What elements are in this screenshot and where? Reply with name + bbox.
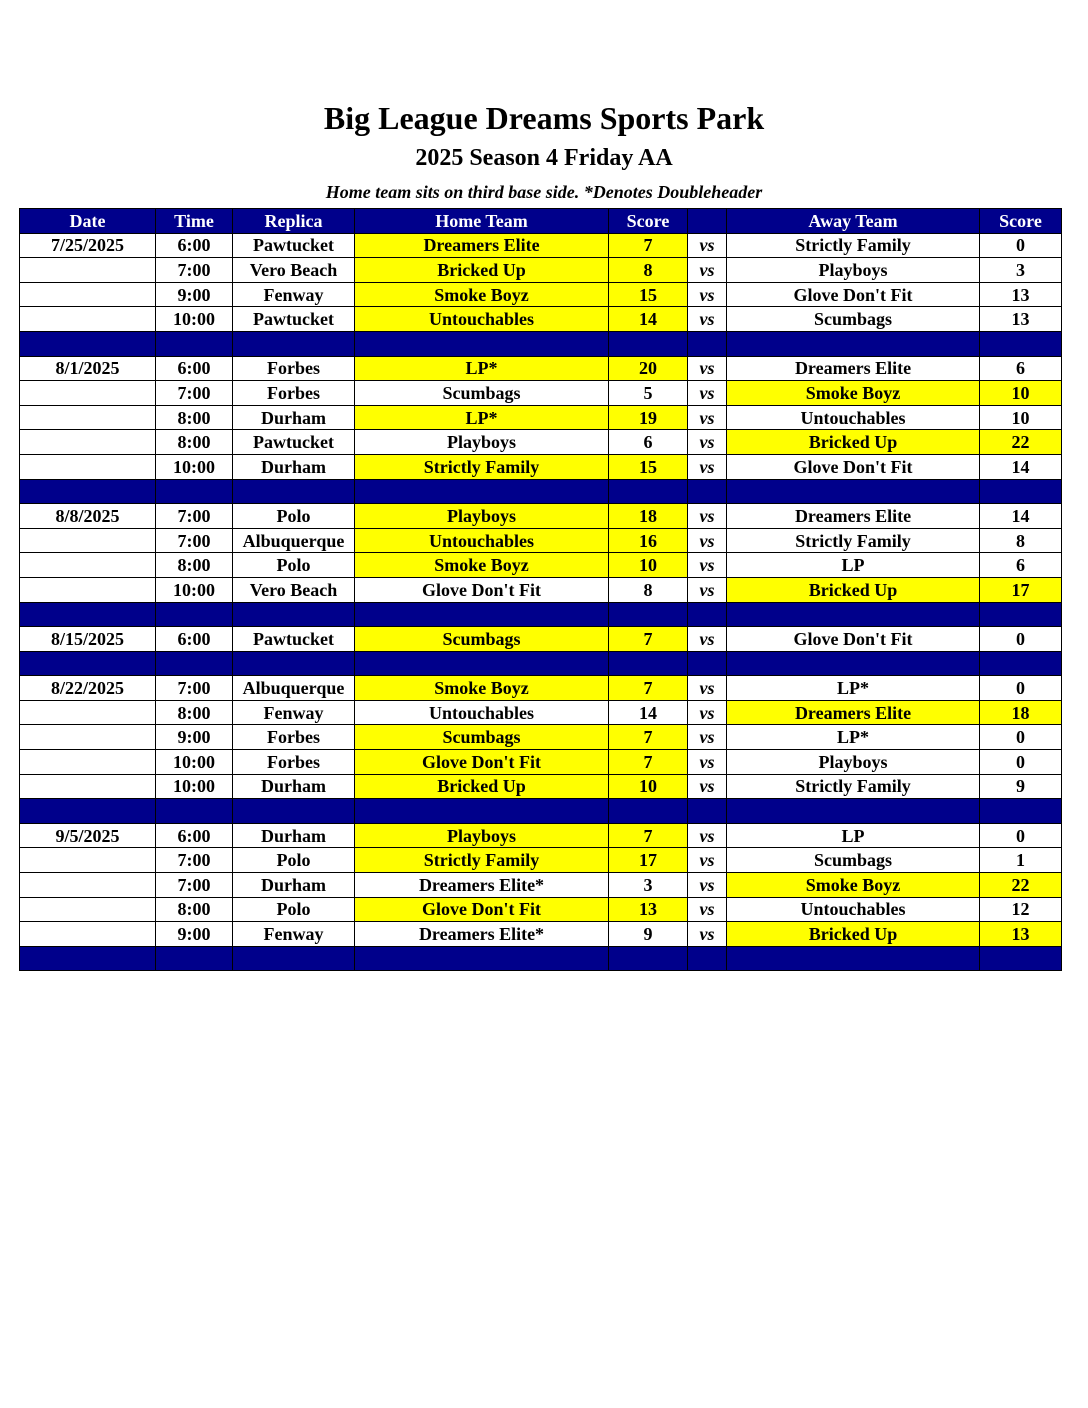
away-score: 6 xyxy=(980,553,1062,578)
home-score: 7 xyxy=(609,627,688,652)
game-replica: Pawtucket xyxy=(233,233,355,258)
game-replica: Durham xyxy=(233,873,355,898)
home-team: Smoke Boyz xyxy=(355,676,609,701)
game-date xyxy=(20,553,156,578)
col-header-time: Time xyxy=(156,209,233,234)
separator-cell xyxy=(980,602,1062,627)
week-separator-row xyxy=(20,479,1062,504)
away-score: 12 xyxy=(980,897,1062,922)
game-date: 7/25/2025 xyxy=(20,233,156,258)
separator-cell xyxy=(980,946,1062,971)
home-team: Playboys xyxy=(355,823,609,848)
separator-cell xyxy=(355,946,609,971)
game-date xyxy=(20,897,156,922)
home-score: 7 xyxy=(609,725,688,750)
separator-cell xyxy=(688,651,727,676)
col-header-date: Date xyxy=(20,209,156,234)
away-score: 0 xyxy=(980,627,1062,652)
schedule-body xyxy=(20,233,1062,971)
game-time: 7:00 xyxy=(156,676,233,701)
table-row xyxy=(20,676,1062,701)
table-row xyxy=(20,528,1062,553)
separator-cell xyxy=(980,799,1062,824)
separator-cell xyxy=(609,602,688,627)
home-score: 8 xyxy=(609,577,688,602)
table-row xyxy=(20,700,1062,725)
separator-cell xyxy=(609,331,688,356)
away-team: LP* xyxy=(727,676,980,701)
col-header-away-score: Score xyxy=(980,209,1062,234)
separator-cell xyxy=(688,602,727,627)
away-score: 13 xyxy=(980,282,1062,307)
vs-label: vs xyxy=(688,307,727,332)
table-row xyxy=(20,725,1062,750)
vs-label: vs xyxy=(688,627,727,652)
game-replica: Pawtucket xyxy=(233,430,355,455)
table-row xyxy=(20,405,1062,430)
col-header-vs xyxy=(688,209,727,234)
table-row xyxy=(20,504,1062,529)
home-score: 8 xyxy=(609,258,688,283)
game-date: 8/8/2025 xyxy=(20,504,156,529)
game-replica: Polo xyxy=(233,504,355,529)
game-date xyxy=(20,381,156,406)
home-team: Untouchables xyxy=(355,307,609,332)
separator-cell xyxy=(20,331,156,356)
vs-label: vs xyxy=(688,676,727,701)
home-team: Bricked Up xyxy=(355,774,609,799)
separator-cell xyxy=(980,479,1062,504)
separator-cell xyxy=(609,651,688,676)
game-replica: Durham xyxy=(233,823,355,848)
home-score: 3 xyxy=(609,873,688,898)
away-team: Scumbags xyxy=(727,307,980,332)
away-team: Glove Don't Fit xyxy=(727,454,980,479)
table-row xyxy=(20,848,1062,873)
table-row xyxy=(20,750,1062,775)
week-separator-row xyxy=(20,799,1062,824)
home-team: Strictly Family xyxy=(355,848,609,873)
home-score: 15 xyxy=(609,454,688,479)
separator-cell xyxy=(727,479,980,504)
separator-cell xyxy=(20,479,156,504)
table-header-row xyxy=(20,209,1062,234)
away-score: 18 xyxy=(980,700,1062,725)
separator-cell xyxy=(20,651,156,676)
away-score: 17 xyxy=(980,577,1062,602)
separator-cell xyxy=(233,602,355,627)
game-date: 8/1/2025 xyxy=(20,356,156,381)
separator-cell xyxy=(355,331,609,356)
game-replica: Forbes xyxy=(233,356,355,381)
game-time: 8:00 xyxy=(156,430,233,455)
game-replica: Forbes xyxy=(233,750,355,775)
vs-label: vs xyxy=(688,553,727,578)
home-score: 15 xyxy=(609,282,688,307)
home-score: 13 xyxy=(609,897,688,922)
away-score: 22 xyxy=(980,873,1062,898)
separator-cell xyxy=(727,331,980,356)
game-replica: Fenway xyxy=(233,700,355,725)
home-team: Playboys xyxy=(355,430,609,455)
game-replica: Polo xyxy=(233,553,355,578)
separator-cell xyxy=(156,946,233,971)
away-team: Strictly Family xyxy=(727,528,980,553)
game-time: 10:00 xyxy=(156,454,233,479)
game-time: 6:00 xyxy=(156,823,233,848)
vs-label: vs xyxy=(688,750,727,775)
game-time: 6:00 xyxy=(156,233,233,258)
vs-label: vs xyxy=(688,873,727,898)
home-score: 7 xyxy=(609,750,688,775)
separator-cell xyxy=(156,651,233,676)
game-replica: Durham xyxy=(233,774,355,799)
away-team: Playboys xyxy=(727,258,980,283)
vs-label: vs xyxy=(688,577,727,602)
vs-label: vs xyxy=(688,282,727,307)
game-replica: Forbes xyxy=(233,725,355,750)
home-team: LP* xyxy=(355,405,609,430)
game-time: 10:00 xyxy=(156,774,233,799)
table-row xyxy=(20,873,1062,898)
schedule-note: Home team sits on third base side. *Denotes Doubleheader xyxy=(325,182,763,202)
separator-cell xyxy=(688,331,727,356)
game-time: 7:00 xyxy=(156,873,233,898)
game-replica: Forbes xyxy=(233,381,355,406)
vs-label: vs xyxy=(688,233,727,258)
home-team: Dreamers Elite* xyxy=(355,922,609,947)
game-date xyxy=(20,405,156,430)
separator-cell xyxy=(233,479,355,504)
game-replica: Polo xyxy=(233,848,355,873)
week-separator-row xyxy=(20,651,1062,676)
table-row xyxy=(20,282,1062,307)
away-team: Smoke Boyz xyxy=(727,381,980,406)
vs-label: vs xyxy=(688,725,727,750)
separator-cell xyxy=(20,602,156,627)
vs-label: vs xyxy=(688,405,727,430)
away-score: 13 xyxy=(980,307,1062,332)
game-time: 8:00 xyxy=(156,897,233,922)
game-replica: Fenway xyxy=(233,282,355,307)
table-row xyxy=(20,307,1062,332)
away-score: 14 xyxy=(980,454,1062,479)
home-score: 9 xyxy=(609,922,688,947)
home-team: Scumbags xyxy=(355,381,609,406)
separator-cell xyxy=(727,799,980,824)
game-replica: Pawtucket xyxy=(233,307,355,332)
home-score: 5 xyxy=(609,381,688,406)
separator-cell xyxy=(688,799,727,824)
vs-label: vs xyxy=(688,700,727,725)
away-team: Bricked Up xyxy=(727,922,980,947)
away-score: 9 xyxy=(980,774,1062,799)
game-time: 7:00 xyxy=(156,258,233,283)
away-score: 0 xyxy=(980,233,1062,258)
away-team: Bricked Up xyxy=(727,430,980,455)
separator-cell xyxy=(609,946,688,971)
home-team: Dreamers Elite xyxy=(355,233,609,258)
game-time: 6:00 xyxy=(156,627,233,652)
home-score: 17 xyxy=(609,848,688,873)
game-time: 9:00 xyxy=(156,922,233,947)
game-date xyxy=(20,282,156,307)
week-separator-row xyxy=(20,331,1062,356)
home-team: Glove Don't Fit xyxy=(355,577,609,602)
separator-cell xyxy=(727,946,980,971)
away-team: Strictly Family xyxy=(727,774,980,799)
game-time: 10:00 xyxy=(156,307,233,332)
separator-cell xyxy=(688,946,727,971)
game-replica: Fenway xyxy=(233,922,355,947)
vs-label: vs xyxy=(688,454,727,479)
away-team: LP* xyxy=(727,725,980,750)
home-team: Untouchables xyxy=(355,528,609,553)
game-time: 8:00 xyxy=(156,700,233,725)
separator-cell xyxy=(355,651,609,676)
game-time: 6:00 xyxy=(156,356,233,381)
away-team: Dreamers Elite xyxy=(727,356,980,381)
away-team: Untouchables xyxy=(727,405,980,430)
table-row xyxy=(20,577,1062,602)
away-score: 10 xyxy=(980,405,1062,430)
separator-cell xyxy=(233,946,355,971)
away-team: Strictly Family xyxy=(727,233,980,258)
table-row xyxy=(20,381,1062,406)
away-team: Dreamers Elite xyxy=(727,504,980,529)
away-score: 0 xyxy=(980,823,1062,848)
separator-cell xyxy=(688,479,727,504)
table-row xyxy=(20,553,1062,578)
separator-cell xyxy=(156,799,233,824)
vs-label: vs xyxy=(688,922,727,947)
home-score: 14 xyxy=(609,700,688,725)
table-row xyxy=(20,774,1062,799)
week-separator-row xyxy=(20,602,1062,627)
vs-label: vs xyxy=(688,528,727,553)
separator-cell xyxy=(20,946,156,971)
game-replica: Pawtucket xyxy=(233,627,355,652)
table-row xyxy=(20,922,1062,947)
away-score: 10 xyxy=(980,381,1062,406)
game-date: 8/15/2025 xyxy=(20,627,156,652)
away-team: Smoke Boyz xyxy=(727,873,980,898)
table-row xyxy=(20,454,1062,479)
game-time: 10:00 xyxy=(156,577,233,602)
col-header-home-score: Score xyxy=(609,209,688,234)
separator-cell xyxy=(355,602,609,627)
game-date xyxy=(20,307,156,332)
away-score: 14 xyxy=(980,504,1062,529)
table-row xyxy=(20,627,1062,652)
away-team: Glove Don't Fit xyxy=(727,627,980,652)
home-team: Smoke Boyz xyxy=(355,282,609,307)
separator-cell xyxy=(233,331,355,356)
separator-cell xyxy=(156,479,233,504)
home-team: Smoke Boyz xyxy=(355,553,609,578)
game-time: 7:00 xyxy=(156,504,233,529)
home-team: Playboys xyxy=(355,504,609,529)
game-time: 8:00 xyxy=(156,553,233,578)
game-time: 10:00 xyxy=(156,750,233,775)
home-score: 14 xyxy=(609,307,688,332)
page-subtitle: 2025 Season 4 Friday AA xyxy=(415,145,673,171)
table-row xyxy=(20,430,1062,455)
game-replica: Albuquerque xyxy=(233,676,355,701)
away-score: 0 xyxy=(980,676,1062,701)
home-team: Scumbags xyxy=(355,627,609,652)
vs-label: vs xyxy=(688,356,727,381)
game-time: 7:00 xyxy=(156,381,233,406)
away-team: LP xyxy=(727,553,980,578)
game-replica: Albuquerque xyxy=(233,528,355,553)
away-score: 1 xyxy=(980,848,1062,873)
game-date: 8/22/2025 xyxy=(20,676,156,701)
game-date xyxy=(20,725,156,750)
separator-cell xyxy=(980,331,1062,356)
schedule-table xyxy=(19,208,1062,971)
home-team: Scumbags xyxy=(355,725,609,750)
home-team: Strictly Family xyxy=(355,454,609,479)
separator-cell xyxy=(233,799,355,824)
home-score: 18 xyxy=(609,504,688,529)
home-score: 20 xyxy=(609,356,688,381)
home-team: LP* xyxy=(355,356,609,381)
game-date xyxy=(20,848,156,873)
table-row xyxy=(20,258,1062,283)
home-team: Glove Don't Fit xyxy=(355,897,609,922)
game-time: 9:00 xyxy=(156,725,233,750)
vs-label: vs xyxy=(688,430,727,455)
home-score: 7 xyxy=(609,676,688,701)
vs-label: vs xyxy=(688,258,727,283)
game-date xyxy=(20,774,156,799)
col-header-home-team: Home Team xyxy=(355,209,609,234)
vs-label: vs xyxy=(688,897,727,922)
page-title: Big League Dreams Sports Park xyxy=(323,100,765,136)
away-team: Dreamers Elite xyxy=(727,700,980,725)
away-team: LP xyxy=(727,823,980,848)
away-team: Bricked Up xyxy=(727,577,980,602)
separator-cell xyxy=(233,651,355,676)
vs-label: vs xyxy=(688,848,727,873)
game-date xyxy=(20,577,156,602)
table-row xyxy=(20,897,1062,922)
separator-cell xyxy=(355,479,609,504)
vs-label: vs xyxy=(688,504,727,529)
home-team: Untouchables xyxy=(355,700,609,725)
separator-cell xyxy=(727,602,980,627)
separator-cell xyxy=(20,799,156,824)
game-replica: Durham xyxy=(233,405,355,430)
away-score: 0 xyxy=(980,750,1062,775)
game-time: 7:00 xyxy=(156,528,233,553)
game-date xyxy=(20,528,156,553)
game-date xyxy=(20,873,156,898)
game-time: 9:00 xyxy=(156,282,233,307)
vs-label: vs xyxy=(688,774,727,799)
away-score: 3 xyxy=(980,258,1062,283)
game-replica: Vero Beach xyxy=(233,258,355,283)
away-score: 6 xyxy=(980,356,1062,381)
game-replica: Vero Beach xyxy=(233,577,355,602)
home-team: Glove Don't Fit xyxy=(355,750,609,775)
away-team: Untouchables xyxy=(727,897,980,922)
away-team: Scumbags xyxy=(727,848,980,873)
game-replica: Polo xyxy=(233,897,355,922)
separator-cell xyxy=(609,479,688,504)
home-score: 10 xyxy=(609,553,688,578)
game-time: 7:00 xyxy=(156,848,233,873)
separator-cell xyxy=(980,651,1062,676)
col-header-replica: Replica xyxy=(233,209,355,234)
home-score: 6 xyxy=(609,430,688,455)
away-score: 22 xyxy=(980,430,1062,455)
col-header-away-team: Away Team xyxy=(727,209,980,234)
away-team: Playboys xyxy=(727,750,980,775)
game-date xyxy=(20,430,156,455)
separator-cell xyxy=(355,799,609,824)
away-team: Glove Don't Fit xyxy=(727,282,980,307)
away-score: 13 xyxy=(980,922,1062,947)
home-score: 10 xyxy=(609,774,688,799)
home-team: Dreamers Elite* xyxy=(355,873,609,898)
separator-cell xyxy=(727,651,980,676)
game-date: 9/5/2025 xyxy=(20,823,156,848)
home-score: 19 xyxy=(609,405,688,430)
table-row xyxy=(20,356,1062,381)
away-score: 8 xyxy=(980,528,1062,553)
game-date xyxy=(20,750,156,775)
game-date xyxy=(20,922,156,947)
table-row xyxy=(20,233,1062,258)
home-score: 7 xyxy=(609,233,688,258)
game-date xyxy=(20,258,156,283)
table-row xyxy=(20,823,1062,848)
game-date xyxy=(20,700,156,725)
game-date xyxy=(20,454,156,479)
vs-label: vs xyxy=(688,823,727,848)
game-replica: Durham xyxy=(233,454,355,479)
separator-cell xyxy=(156,331,233,356)
vs-label: vs xyxy=(688,381,727,406)
home-score: 7 xyxy=(609,823,688,848)
home-team: Bricked Up xyxy=(355,258,609,283)
game-time: 8:00 xyxy=(156,405,233,430)
week-separator-row xyxy=(20,946,1062,971)
separator-cell xyxy=(156,602,233,627)
away-score: 0 xyxy=(980,725,1062,750)
home-score: 16 xyxy=(609,528,688,553)
separator-cell xyxy=(609,799,688,824)
